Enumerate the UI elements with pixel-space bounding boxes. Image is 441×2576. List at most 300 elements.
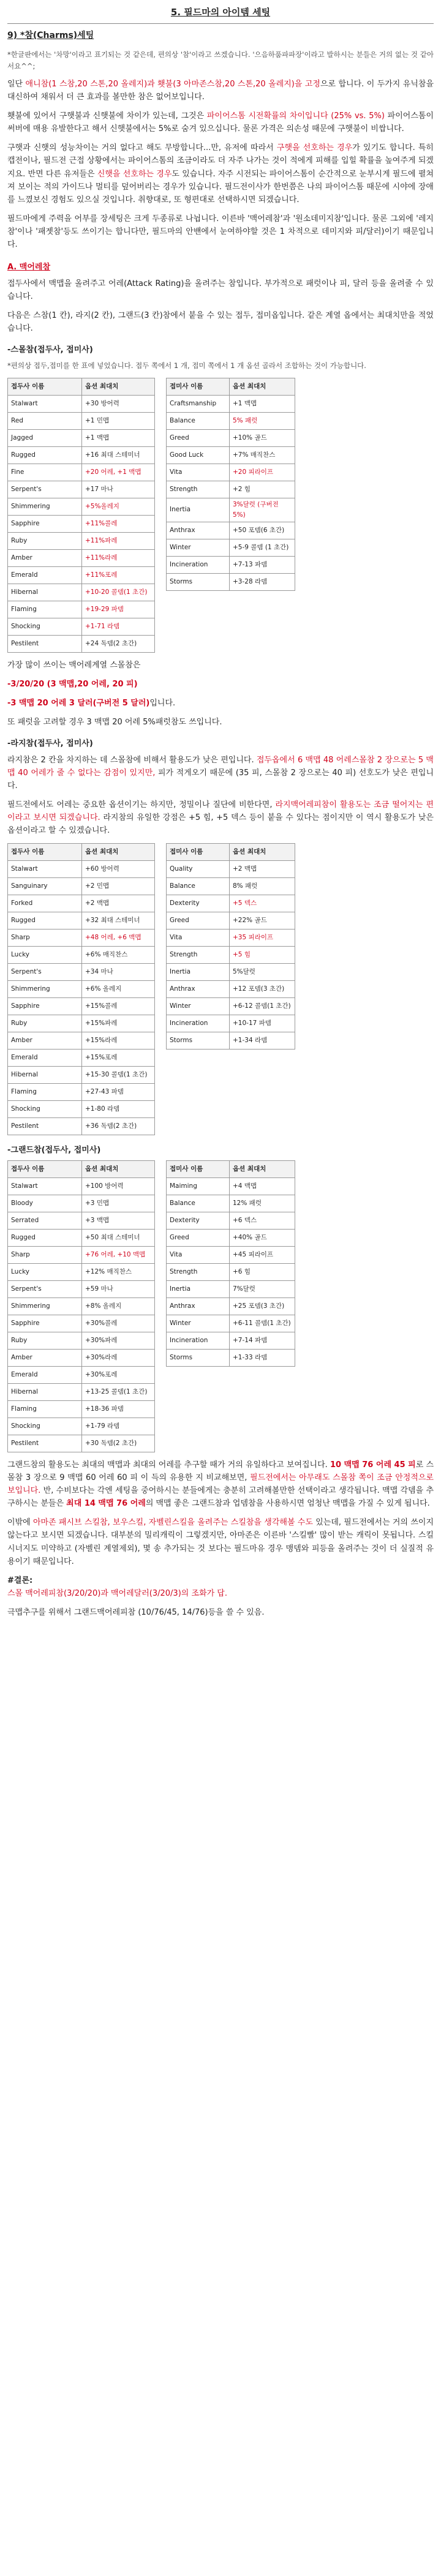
highlight-text: 구햇을 선호하는 경우 xyxy=(276,143,353,153)
table-row xyxy=(8,1015,155,1032)
table-row xyxy=(167,446,295,464)
paragraph-a1: 접두사에서 맥맵을 올려주고 어레(Attack Rating)을 올려주는 참입니다. 부가적으로 패럿이나 피, 달러 등을 올려줄 수 있습니다. xyxy=(7,279,434,301)
text: 반, 수비보다는 각엔 세팅을 중어하시는 분들에게는 충분히 고려해볼만한 선택이라고 생각됩니다. 맥맵 각뎀을 추구하시는 분들은 xyxy=(7,1486,434,1509)
affix-name-cell: Shimmering xyxy=(8,981,82,998)
affix-name-cell: Stalwart xyxy=(8,395,82,412)
highlight-text: 신햇을 선호하는 경우 xyxy=(97,169,172,179)
affix-value-cell: +7-13 파뎀 xyxy=(230,556,295,573)
text: 구햇과 신햇의 성능차이는 거의 없다고 해도 무방합니다...만, 유저에 따라서 xyxy=(7,143,277,153)
affix-value-cell: +5 힘 xyxy=(230,947,295,964)
page-title-text: 5. 필드마의 아이템 세팅 xyxy=(170,7,271,18)
affix-name-cell: Serpent's xyxy=(8,481,82,498)
column-header-value: 옵션 최대치 xyxy=(82,844,155,861)
affix-name-cell: Serrated xyxy=(8,1212,82,1230)
table-row xyxy=(8,566,155,584)
affix-name-cell: Rugged xyxy=(8,1230,82,1247)
text: 으로 합니다. 이 두가지 유닉참을 대신하여 채워서 더 큰 효과를 볼만한 참은 없어보입니다. xyxy=(7,80,434,102)
affix-name-cell: Flaming xyxy=(8,1084,82,1101)
table-row xyxy=(8,1350,155,1367)
affix-name-cell: Amber xyxy=(8,1350,82,1367)
affix-name-cell: Ruby xyxy=(8,1332,82,1350)
column-header-name: 접두사 이름 xyxy=(8,378,82,395)
affix-value-cell: 12% 패럿 xyxy=(230,1195,295,1212)
affix-name-cell: Anthrax xyxy=(167,1298,230,1315)
affix-value-cell: +50 포뎀(6 초간) xyxy=(230,522,295,539)
affix-value-cell: +15%콜레 xyxy=(82,998,155,1015)
affix-value-cell: +11%라레 xyxy=(82,549,155,566)
affix-name-cell: Balance xyxy=(167,412,230,429)
text: 피가 적게오기 때문에 (35 피, 스몰참 2 장으로는 40 피) 선호도가 낮은 편입니다. xyxy=(7,768,434,791)
table-row xyxy=(8,1281,155,1298)
table-row xyxy=(167,412,295,429)
affix-value-cell: +1-79 라뎀 xyxy=(82,1418,155,1435)
highlight-text: 최대 14 맥맵 76 어레 xyxy=(66,1499,146,1509)
affix-name-cell: Bloody xyxy=(8,1195,82,1212)
affix-value-cell: +10-20 콜뎀(1 초간) xyxy=(82,584,155,601)
conclusion-line-2: 극맵추구를 위해서 그랜드맥어레피참 (10/76/45, 14/76)등을 쓸 수 있음. xyxy=(7,1607,265,1617)
affix-value-cell: +11%포레 xyxy=(82,566,155,584)
text: 이밖에 xyxy=(7,1518,33,1528)
affix-name-cell: Greed xyxy=(167,429,230,446)
affix-name-cell: Ruby xyxy=(8,532,82,549)
affix-name-cell: Storms xyxy=(167,1032,230,1050)
affix-value-cell: +5%올레지 xyxy=(82,498,155,515)
affix-value-cell: +3-28 라뎀 xyxy=(230,573,295,590)
affix-value-cell: +6% 올레지 xyxy=(82,981,155,998)
affix-value-cell: +2 맥맵 xyxy=(230,861,295,878)
affix-value-cell: +2 민맵 xyxy=(82,878,155,895)
small-charm-note: *편의상 접두,접미를 한 표에 넣었습니다. 접두 쪽에서 1 개, 접미 쪽에서 1 개 옵션 골라서 조합하는 것이 가능합니다. xyxy=(7,361,366,370)
affix-value-cell: +32 최대 스테미너 xyxy=(82,912,155,929)
table-row xyxy=(167,556,295,573)
text: 필드전에서도 어레는 중요한 옵션이기는 하지만, 정밀이나 질단에 비한다면, xyxy=(7,800,276,810)
affix-name-cell: Rugged xyxy=(8,446,82,464)
affix-value-cell: +20 어레, +1 맥맵 xyxy=(82,464,155,481)
affix-name-cell: Strength xyxy=(167,947,230,964)
affix-name-cell: Anthrax xyxy=(167,981,230,998)
affix-value-cell: +15%파레 xyxy=(82,1015,155,1032)
affix-value-cell: +7% 매직찬스 xyxy=(230,446,295,464)
table-row xyxy=(8,964,155,981)
table-row xyxy=(8,498,155,515)
table-row xyxy=(167,981,295,998)
affix-value-cell: 5%달럿 xyxy=(230,964,295,981)
affix-name-cell: Fine xyxy=(8,464,82,481)
affix-value-cell: +24 독뎀(2 초간) xyxy=(82,635,155,652)
affix-value-cell: +1-80 라뎀 xyxy=(82,1101,155,1118)
affix-name-cell: Quality xyxy=(167,861,230,878)
highlight-text: 접두옵에서 6 맥맵 48 어레스몰참 2 장으로는 5 맥맵 40 어레가 줄 수 없다는 감점이 있지만, xyxy=(7,755,434,778)
affix-name-cell: Emerald xyxy=(8,1367,82,1384)
table-row xyxy=(167,912,295,929)
subsection-a-heading: A. 맥어레참 xyxy=(7,262,50,272)
highlight-text: 애니참(1 스참,20 스톤,20 올레지)과 횃불(3 아마존스참,20 스톤,20 올레지)을 고정 xyxy=(25,80,320,89)
affix-value-cell: +48 어레, +6 맥맵 xyxy=(82,929,155,947)
affix-name-cell: Flaming xyxy=(8,1401,82,1418)
table-row xyxy=(167,861,295,878)
table-row xyxy=(8,1435,155,1452)
affix-value-cell: +60 방어력 xyxy=(82,861,155,878)
large-charm-heading: -라지참(접두사, 접미사) xyxy=(7,738,93,748)
affix-value-cell: +6-11 콜뎀(1 초간) xyxy=(230,1315,295,1332)
affix-name-cell: Balance xyxy=(167,878,230,895)
table-row xyxy=(8,635,155,652)
highlight-text: 필드전에서는 아무래도 스몰참 쪽이 조금 안정적으로 보입니다. xyxy=(7,1473,434,1496)
affix-value-cell: +11%파레 xyxy=(82,532,155,549)
affix-value-cell: 3%달럿 (구버전 5%) xyxy=(230,498,295,522)
affix-name-cell: Craftsmanship xyxy=(167,395,230,412)
paragraph-torch-preference xyxy=(7,141,434,206)
table-row xyxy=(8,895,155,912)
affix-value-cell: +6% 매직찬스 xyxy=(82,947,155,964)
table-row xyxy=(167,429,295,446)
table-row xyxy=(167,1230,295,1247)
affix-name-cell: Amber xyxy=(8,1032,82,1050)
affix-value-cell: +20 피라이프 xyxy=(230,464,295,481)
table-row xyxy=(8,1195,155,1212)
table-row xyxy=(8,861,155,878)
affix-value-cell: +6-12 콜뎀(1 초간) xyxy=(230,998,295,1015)
affix-name-cell: Maiming xyxy=(167,1178,230,1195)
affix-value-cell: +1-71 라뎀 xyxy=(82,618,155,635)
table-row xyxy=(8,947,155,964)
affix-name-cell: Shocking xyxy=(8,1418,82,1435)
paragraph-grand-1 xyxy=(7,1459,434,1510)
affix-name-cell: Serpent's xyxy=(8,964,82,981)
table-header-row xyxy=(8,1161,155,1178)
affix-value-cell: +12 포뎀(3 초간) xyxy=(230,981,295,998)
affix-name-cell: Inertia xyxy=(167,964,230,981)
grand-prefix-table xyxy=(7,1160,155,1452)
column-header-name: 접미사 이름 xyxy=(167,844,230,861)
text: 입니다. xyxy=(149,698,176,708)
affix-name-cell: Stalwart xyxy=(8,861,82,878)
section-heading xyxy=(7,29,434,43)
affix-name-cell: Dexterity xyxy=(167,895,230,912)
affix-value-cell: +35 피라이프 xyxy=(230,929,295,947)
column-header-value: 옵션 최대치 xyxy=(82,378,155,395)
table-row xyxy=(167,498,295,522)
table-row xyxy=(8,532,155,549)
table-row xyxy=(8,1212,155,1230)
small-charm-heading: -스몰참(접두사, 접미사) xyxy=(7,345,93,355)
affix-value-cell: +25 포뎀(3 초간) xyxy=(230,1298,295,1315)
grand-charm-heading: -그랜드참(접두사, 접미사) xyxy=(7,1146,101,1155)
text: 의 맥맵 좋은 그랜드참과 업뎀참을 사용하시면 엄청난 맥맵을 가질 수 있게 됩니다. xyxy=(145,1499,430,1509)
table-row xyxy=(167,522,295,539)
table-row xyxy=(8,412,155,429)
affix-value-cell: 7%달럿 xyxy=(230,1281,295,1298)
table-row xyxy=(167,1212,295,1230)
affix-name-cell: Shocking xyxy=(8,1101,82,1118)
affix-name-cell: Pestilent xyxy=(8,1118,82,1135)
table-row xyxy=(8,1084,155,1101)
affix-name-cell: Winter xyxy=(167,539,230,556)
paragraph-unique-charms xyxy=(7,78,434,103)
affix-value-cell: +13-25 콜뎀(1 초간) xyxy=(82,1384,155,1401)
table-row xyxy=(8,395,155,412)
affix-value-cell: +5-9 콜뎀 (1 초간) xyxy=(230,539,295,556)
table-row xyxy=(8,584,155,601)
affix-value-cell: +8% 올레지 xyxy=(82,1298,155,1315)
affix-value-cell: +3 맥맵 xyxy=(82,1212,155,1230)
affix-value-cell: +11%콜레 xyxy=(82,515,155,532)
affix-name-cell: Incineration xyxy=(167,1015,230,1032)
affix-value-cell: +30%포레 xyxy=(82,1367,155,1384)
text: 파이어스톰이 써버에 매용 유발한다고 해서 신햇불에서는 5%로 숨겨 있으십니다. 물론 가격은 의손성 때문에 구햇불이 비쌉니다. xyxy=(7,111,434,134)
affix-name-cell: Sanguinary xyxy=(8,878,82,895)
affix-value-cell: +19-29 파뎀 xyxy=(82,601,155,618)
affix-name-cell: Ruby xyxy=(8,1015,82,1032)
text: 그랜드참의 활용도는 최대의 맥맵과 최대의 어레를 추구할 때가 거의 유일하다고 보여집니다. xyxy=(7,1460,330,1470)
table-row xyxy=(167,395,295,412)
affix-name-cell: Storms xyxy=(167,1350,230,1367)
affix-value-cell: +36 독뎀(2 초간) xyxy=(82,1118,155,1135)
table-row xyxy=(167,1315,295,1332)
paragraph-a2: 다음은 스참(1 칸), 라지(2 칸), 그랜드(3 칸)참에서 붙을 수 있는 접두, 접미옵입니다. 같은 계열 옵에서는 최대치만을 적었습니다. xyxy=(7,310,434,333)
affix-name-cell: Greed xyxy=(167,912,230,929)
text: 일단 xyxy=(7,80,26,89)
table-row xyxy=(167,878,295,895)
table-row xyxy=(8,618,155,635)
column-header-name: 접두사 이름 xyxy=(8,1161,82,1178)
table-row xyxy=(8,429,155,446)
column-header-value: 옵션 최대치 xyxy=(230,378,295,395)
recommended-charm-2-line xyxy=(7,697,434,710)
affix-name-cell: Anthrax xyxy=(167,522,230,539)
affix-name-cell: Lucky xyxy=(8,1264,82,1281)
grand-charm-tables xyxy=(7,1160,434,1452)
affix-value-cell: +50 최대 스테미너 xyxy=(82,1230,155,1247)
affix-name-cell: Hibernal xyxy=(8,1384,82,1401)
affix-value-cell: +18-36 파뎀 xyxy=(82,1401,155,1418)
affix-value-cell: +2 힘 xyxy=(230,481,295,498)
affix-name-cell: Red xyxy=(8,412,82,429)
affix-name-cell: Incineration xyxy=(167,556,230,573)
affix-value-cell: +10-17 파뎀 xyxy=(230,1015,295,1032)
column-header-name: 접미사 이름 xyxy=(167,1161,230,1178)
affix-name-cell: Winter xyxy=(167,1315,230,1332)
affix-name-cell: Rugged xyxy=(8,912,82,929)
affix-name-cell: Balance xyxy=(167,1195,230,1212)
table-row xyxy=(8,1332,155,1350)
affix-value-cell: +76 어레, +10 맥맵 xyxy=(82,1247,155,1264)
table-row xyxy=(8,1118,155,1135)
highlight-text: -3 맥맵 20 어레 3 달러(구버전 5 달러) xyxy=(7,698,150,708)
affix-value-cell: +15%포레 xyxy=(82,1050,155,1067)
column-header-value: 옵션 최대치 xyxy=(230,844,295,861)
highlight-text: 라지맥어레피참이 활용도는 조금 떨어지는 편이라고 보시면 되겠습니다. xyxy=(7,800,434,823)
section-heading-text: 9) *참(Charms)세팅 xyxy=(7,31,94,41)
table-row xyxy=(8,1067,155,1084)
text: 라지참의 유일한 강점은 +5 힘, +5 덱스 등이 붙을 수 있다는 점이지만 이 역시 활용도가 낮은 옵션이라고 할 수 있겠습니다. xyxy=(7,813,434,836)
affix-name-cell: Amber xyxy=(8,549,82,566)
table-row xyxy=(8,446,155,464)
affix-name-cell: Greed xyxy=(167,1230,230,1247)
affix-value-cell: +34 마나 xyxy=(82,964,155,981)
paragraph-charm-types: 필드마에게 주력을 어부를 장세팅은 크게 두종류로 나뉩니다. 이른바 '맥어레참'과 '원소데미지참'입니다. 물론 그외에 '레지참'이나 '패젯참'등도 쓰이기는 합니다만, 필드마의 안뱬에서 눈여하야할 것은 1 차적으로 데미지와 피/달러)이기 때문입니다. xyxy=(7,214,434,249)
grand-suffix-table xyxy=(166,1160,295,1367)
table-header-row xyxy=(167,844,295,861)
affix-value-cell: +16 최대 스테미너 xyxy=(82,446,155,464)
paragraph-large-1 xyxy=(7,754,434,792)
affix-value-cell: +30%라레 xyxy=(82,1350,155,1367)
affix-value-cell: +30 독뎀(2 초간) xyxy=(82,1435,155,1452)
table-row xyxy=(167,1015,295,1032)
large-prefix-table xyxy=(7,843,155,1135)
affix-value-cell: +22% 골드 xyxy=(230,912,295,929)
conclusion-line-1: 스몰 맥어레피참(3/20/20)과 맥어레달러(3/20/3)의 조화가 답. xyxy=(7,1588,227,1598)
large-suffix-table xyxy=(166,843,295,1050)
table-row xyxy=(8,981,155,998)
affix-name-cell: Stalwart xyxy=(8,1178,82,1195)
affix-value-cell: +1-33 라뎀 xyxy=(230,1350,295,1367)
affix-value-cell: +1 맥맵 xyxy=(230,395,295,412)
table-row xyxy=(8,601,155,618)
table-header-row xyxy=(167,1161,295,1178)
affix-name-cell: Winter xyxy=(167,998,230,1015)
table-row xyxy=(8,1298,155,1315)
recommended-charm-1: -3/20/20 (3 맥맵,20 어레, 20 피) xyxy=(7,679,138,689)
affix-value-cell: +17 마나 xyxy=(82,481,155,498)
affix-name-cell: Strength xyxy=(167,481,230,498)
paragraph-torch-diff xyxy=(7,110,434,135)
affix-value-cell: +6 덱스 xyxy=(230,1212,295,1230)
table-row xyxy=(167,1032,295,1050)
intro-note: *한글판에서는 '차망'이라고 표기되는 것 같은데, 편의상 '참'이라고 쓰겠습니다. '으음하품파파장'이라고 발하시는 분들은 거의 없는 것 같아서요^^; xyxy=(7,50,434,70)
table-row xyxy=(167,998,295,1015)
text: 가 있기도 합니다. 특히 캡전이나, 필드전 근접 상황에서는 파이어스톰의 조금이라도 더 자주 나가는 것이 적에게 피해를 입힐 확률을 높여주게 되겠지요. 반면 다른 유저들은 xyxy=(7,143,434,179)
affix-name-cell: Forked xyxy=(8,895,82,912)
highlight-text: 10 맥맵 76 어레 45 피 xyxy=(330,1460,416,1470)
table-header-row xyxy=(8,844,155,861)
table-row xyxy=(8,1384,155,1401)
text: 로 스몰참 3 장으로 9 맥맵 60 어레 60 피 이 득의 유용한 지 비교해보면, xyxy=(7,1460,434,1483)
affix-name-cell: Vita xyxy=(167,464,230,481)
affix-value-cell: +7-14 파뎀 xyxy=(230,1332,295,1350)
table-row xyxy=(167,947,295,964)
affix-name-cell: Sharp xyxy=(8,929,82,947)
affix-value-cell: +6 힘 xyxy=(230,1264,295,1281)
paragraph-a3: 가장 많이 쓰이는 맥어레계열 스몰참은 xyxy=(7,660,141,670)
affix-name-cell: Shimmering xyxy=(8,1298,82,1315)
paragraph-a6: 또 패럿을 고려할 경우 3 맥맵 20 어레 5%패럿참도 쓰입니다. xyxy=(7,717,222,727)
affix-value-cell: +1 민맵 xyxy=(82,412,155,429)
column-header-name: 접미사 이름 xyxy=(167,378,230,395)
table-row xyxy=(167,1195,295,1212)
page-title xyxy=(7,0,434,24)
table-row xyxy=(167,1350,295,1367)
affix-name-cell: Strength xyxy=(167,1264,230,1281)
table-row xyxy=(167,964,295,981)
affix-name-cell: Shocking xyxy=(8,618,82,635)
column-header-value: 옵션 최대치 xyxy=(82,1161,155,1178)
table-row xyxy=(8,998,155,1015)
affix-value-cell: +27-43 파뎀 xyxy=(82,1084,155,1101)
table-row xyxy=(8,1401,155,1418)
affix-value-cell: 5% 패럿 xyxy=(230,412,295,429)
affix-value-cell: +5 덱스 xyxy=(230,895,295,912)
affix-name-cell: Flaming xyxy=(8,601,82,618)
affix-name-cell: Incineration xyxy=(167,1332,230,1350)
affix-name-cell: Sharp xyxy=(8,1247,82,1264)
column-header-value: 옵션 최대치 xyxy=(230,1161,295,1178)
affix-name-cell: Sapphire xyxy=(8,1315,82,1332)
affix-name-cell: Storms xyxy=(167,573,230,590)
table-row xyxy=(8,1418,155,1435)
table-row xyxy=(8,1367,155,1384)
affix-name-cell: Vita xyxy=(167,1247,230,1264)
affix-name-cell: Inertia xyxy=(167,1281,230,1298)
table-header-row xyxy=(167,378,295,395)
affix-name-cell: Shimmering xyxy=(8,498,82,515)
table-row xyxy=(167,1298,295,1315)
affix-name-cell: Good Luck xyxy=(167,446,230,464)
small-prefix-table xyxy=(7,378,155,653)
affix-value-cell: +30%콜레 xyxy=(82,1315,155,1332)
table-row xyxy=(167,481,295,498)
affix-name-cell: Inertia xyxy=(167,498,230,522)
affix-value-cell: +12% 매직찬스 xyxy=(82,1264,155,1281)
affix-name-cell: Sapphire xyxy=(8,515,82,532)
highlight-text: 아마존 패시브 스킬참, 보우스킬, 자벨린스킬을 올려주는 스킬참을 생각해볼 수도 xyxy=(32,1518,313,1528)
small-suffix-table xyxy=(166,378,295,591)
affix-value-cell: +30%파레 xyxy=(82,1332,155,1350)
affix-value-cell: 8% 패럿 xyxy=(230,878,295,895)
table-row xyxy=(8,1315,155,1332)
affix-name-cell: Emerald xyxy=(8,566,82,584)
highlight-text: 파이어스톰 시전확률의 차이입니다 (25% vs. 5%) xyxy=(206,111,385,121)
affix-name-cell: Dexterity xyxy=(167,1212,230,1230)
table-row xyxy=(8,1230,155,1247)
affix-name-cell: Lucky xyxy=(8,947,82,964)
table-header-row xyxy=(8,378,155,395)
affix-value-cell: +100 방어력 xyxy=(82,1178,155,1195)
table-row xyxy=(167,895,295,912)
conclusion-heading: #결론: xyxy=(7,1575,33,1585)
table-row xyxy=(8,1050,155,1067)
large-charm-tables xyxy=(7,843,434,1135)
affix-value-cell: +15-30 콜뎀(1 초간) xyxy=(82,1067,155,1084)
affix-name-cell: Hibernal xyxy=(8,584,82,601)
affix-name-cell: Sapphire xyxy=(8,998,82,1015)
affix-value-cell: +45 피라이프 xyxy=(230,1247,295,1264)
affix-value-cell: +4 맥맵 xyxy=(230,1178,295,1195)
table-row xyxy=(8,1101,155,1118)
table-row xyxy=(8,515,155,532)
table-row xyxy=(8,549,155,566)
small-charm-tables xyxy=(7,378,434,653)
table-row xyxy=(167,464,295,481)
paragraph-large-2 xyxy=(7,798,434,837)
affix-name-cell: Hibernal xyxy=(8,1067,82,1084)
table-row xyxy=(8,929,155,947)
table-row xyxy=(167,1264,295,1281)
table-row xyxy=(8,481,155,498)
table-row xyxy=(167,1178,295,1195)
affix-value-cell: +40% 골드 xyxy=(230,1230,295,1247)
affix-value-cell: +10% 골드 xyxy=(230,429,295,446)
affix-value-cell: +3 민맵 xyxy=(82,1195,155,1212)
text: 있는데, 필드전에서는 거의 쓰이지 않는다고 보시면 되겠습니다. 대부분의 밀리캐릭이 그렇겠지만, 아마존은 이른바 '스킬빨' 많이 받는 캐릭이 못됩니다. 스킬 시너지도 미약하고 (자벨린 계열제외), 몇 송 추가되는 것 보다는 필드마유 경우 맹뎀와 피등을 올려주는 것이 더 실질적 유용이기 때문입니다. xyxy=(7,1518,434,1566)
table-row xyxy=(8,1247,155,1264)
affix-name-cell: Jagged xyxy=(8,429,82,446)
affix-value-cell: +15%라레 xyxy=(82,1032,155,1050)
affix-value-cell: +30 방어력 xyxy=(82,395,155,412)
affix-name-cell: Vita xyxy=(167,929,230,947)
column-header-name: 접두사 이름 xyxy=(8,844,82,861)
affix-name-cell: Pestilent xyxy=(8,635,82,652)
